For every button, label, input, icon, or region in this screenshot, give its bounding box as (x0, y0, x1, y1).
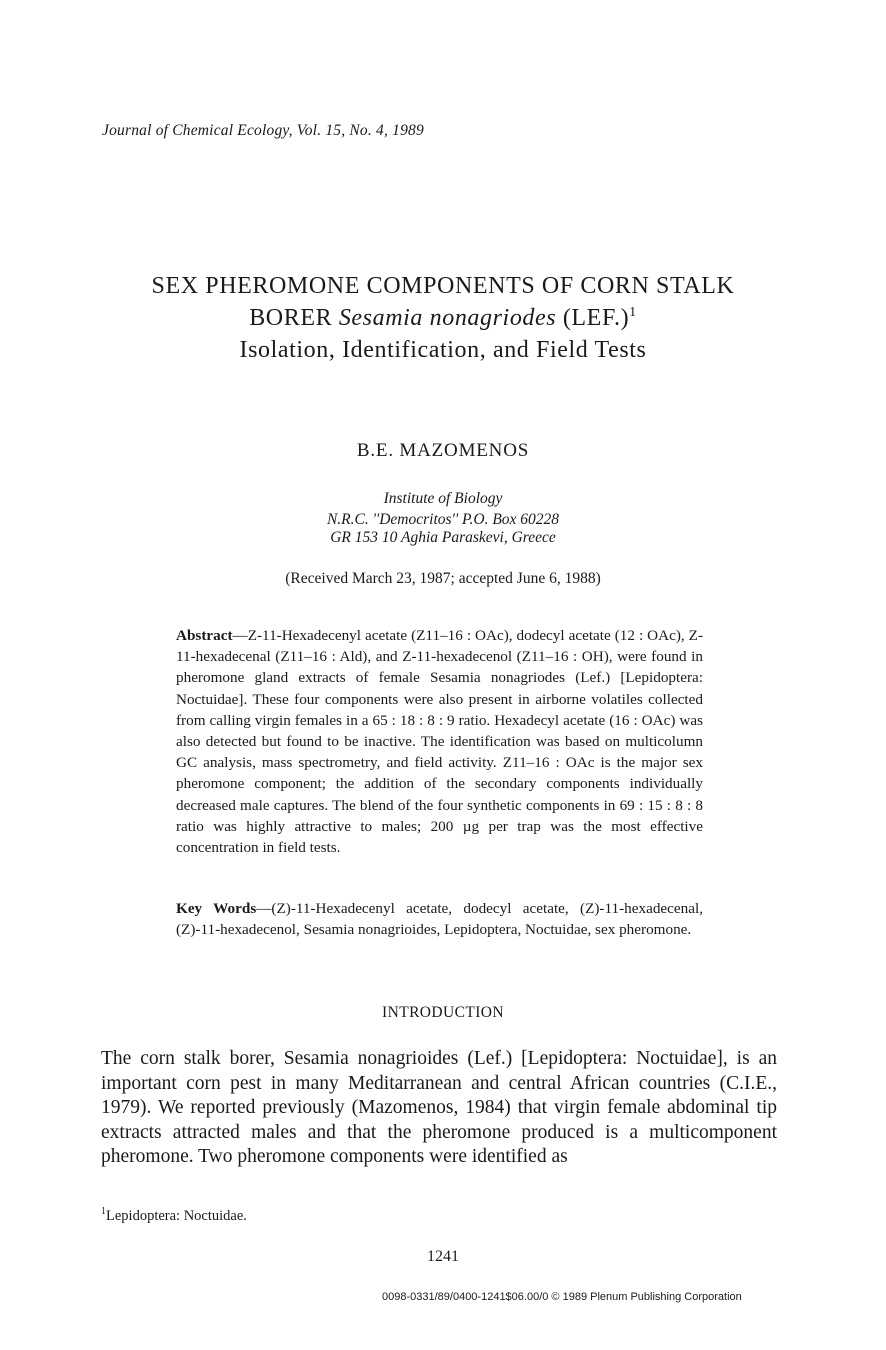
footnote-text: Lepidoptera: Noctuidae. (106, 1208, 247, 1224)
abstract-text: —Z-11-Hexadecenyl acetate (Z11–16 : OAc), dodecyl acetate (12 : OAc), Z-11-hexadecenal (Z11–16 : Ald), and Z-11-hexadecenol (Z11–16 : OH), were found in pheromone gland extracts of female Sesamia nonagriodes (Lef.) [Lepidoptera: Noctuidae]. These four components were also present in airborne volatiles collected from calling virgin females in a 65 : 18 : 8 : 9 ratio. Hexadecyl acetate (16 : OAc) was also detected but found to be inactive. The identification was based on multicolumn GC analysis, mass spectrometry, and field activity. Z11–16 : OAc is the major sex pheromone component; the addition of the secondary components individually decreased male captures. The blend of the four synthetic components in 69 : 15 : 8 : 8 ratio was highly attractive to males; 200 µg per trap was the most effective concentration in field tests. (176, 627, 703, 857)
journal-citation: Journal of Chemical Ecology, Vol. 15, No. 4, 1989 (102, 122, 424, 139)
abstract-label: Abstract (176, 627, 233, 644)
copyright-line: 0098-0331/89/0400-1241$06.00/0 © 1989 Plenum Publishing Corporation (382, 1291, 742, 1303)
keywords-text: —(Z)-11-Hexadecenyl acetate, dodecyl acetate, (Z)-11-hexadecenal, (Z)-11-hexadecenol, Sesamia nonagrioides, Lepidoptera, Noctuidae, sex pheromone. (176, 900, 703, 939)
title-subtitle: Isolation, Identification, and Field Tests (239, 337, 647, 363)
affiliation-line-3: GR 153 10 Aghia Paraskevi, Greece (330, 529, 556, 546)
title-line-2-prefix: BORER (249, 305, 339, 331)
page-number: 1241 (427, 1248, 459, 1265)
abstract (176, 625, 703, 858)
title-footnote-marker: 1 (629, 305, 637, 320)
title-line-1: SEX PHEROMONE COMPONENTS OF CORN STALK (151, 273, 735, 299)
keywords-label: Key Words (176, 900, 257, 917)
affiliation-line-1: Institute of Biology (383, 490, 503, 507)
affiliation-line-2: N.R.C. ''Democritos'' P.O. Box 60228 (326, 511, 560, 528)
title-species-name: Sesamia nonagriodes (338, 305, 557, 331)
footnote (101, 1208, 247, 1225)
introduction-paragraph: The corn stalk borer, Sesamia nonagrioides (Lef.) [Lepidoptera: Noctuidae], is an important corn pest in many Meditarranean and central African countries (C.I.E., 1979). We reported previously (Mazomenos, 1984) that virgin female abdominal tip extracts attracted males and that the pheromone produced is a multicomponent pheromone. Two pheromone components were identified as (101, 1048, 777, 1167)
author-name: B.E. MAZOMENOS (356, 440, 530, 461)
title-line-2 (0, 302, 886, 334)
received-dates: (Received March 23, 1987; accepted June 6, 1988) (285, 570, 601, 587)
keywords (176, 898, 703, 940)
footnote-marker: 1 (101, 1206, 106, 1218)
title-line-2-suffix: (LEF.) (556, 305, 630, 331)
section-heading-introduction: INTRODUCTION (382, 1004, 504, 1021)
